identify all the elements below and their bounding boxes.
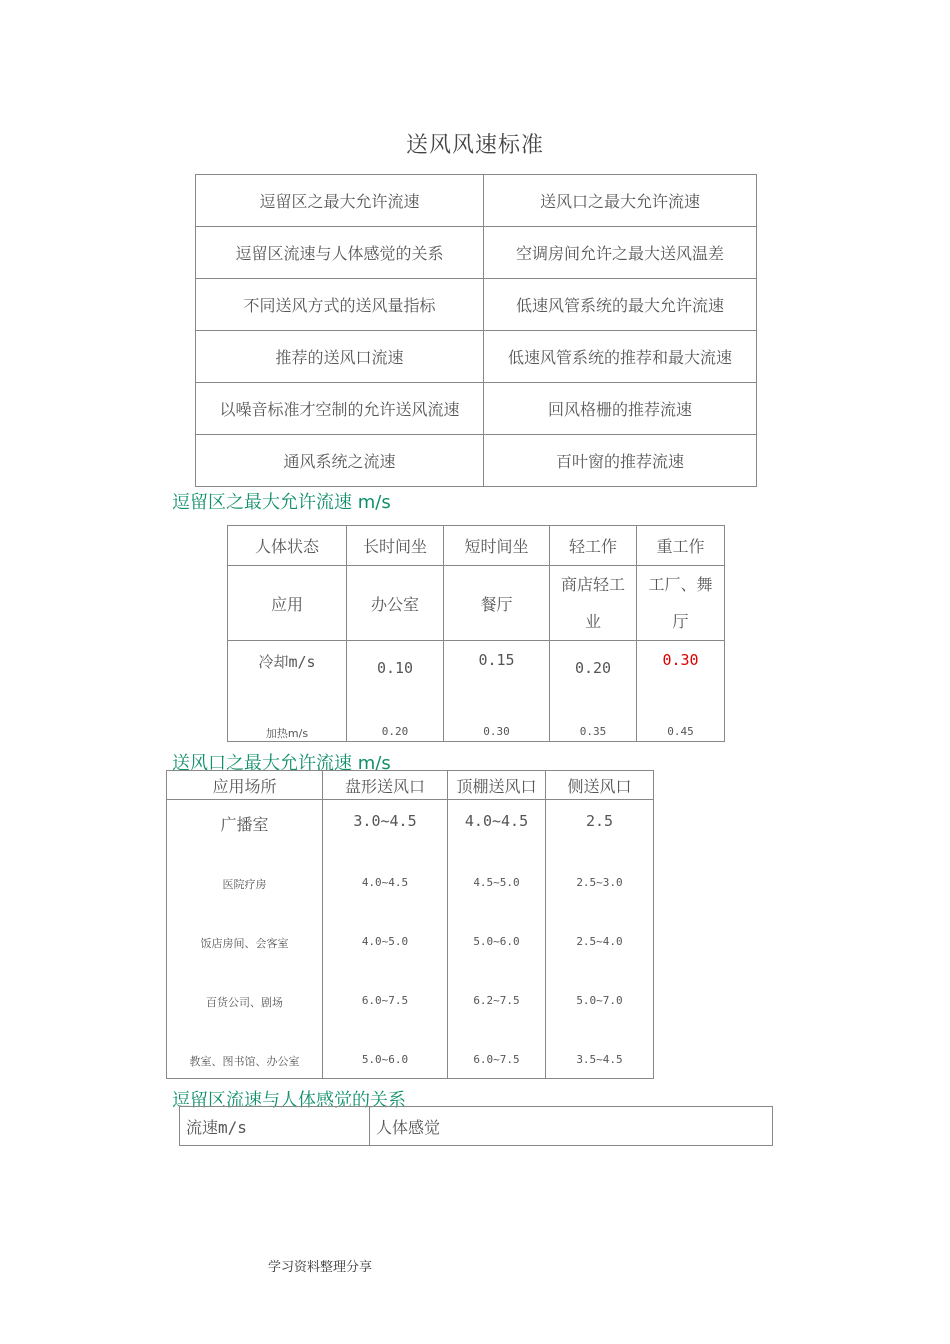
column-ceiling-outlet: [448, 800, 546, 1079]
column-header: 长时间坐: [347, 526, 444, 566]
column-header: 盘形送风口: [323, 771, 448, 800]
toc-cell: 不同送风方式的送风量指标: [196, 279, 484, 331]
table-cell: 4.5~5.0: [473, 876, 520, 889]
table-cell: 2.5~3.0: [576, 876, 623, 889]
cell-text-line: 商店轻工: [560, 575, 625, 594]
table-cell: 5.0~7.0: [576, 994, 623, 1007]
cooling-label: 冷却m/s: [258, 653, 316, 671]
table-cell: 饭店房间、会客室: [200, 937, 289, 950]
cell-text-line: 业: [584, 612, 601, 631]
toc-cell: 百叶窗的推荐流速: [484, 435, 757, 487]
table-cell: 4.0~4.5: [361, 876, 409, 889]
heating-label: 加热m/s: [265, 727, 309, 740]
occupied-zone-velocity-table: [227, 525, 725, 742]
column-header: 应用场所: [167, 771, 323, 800]
toc-cell: 送风口之最大允许流速: [484, 175, 757, 227]
table-cell: 餐厅: [444, 566, 550, 641]
table-cell: [637, 641, 725, 742]
column-pan-outlet: [323, 800, 448, 1079]
table-cell: 医院疗房: [222, 878, 267, 891]
column-header: 轻工作: [550, 526, 637, 566]
table-header-row: [228, 526, 725, 566]
column-header: 顶棚送风口: [448, 771, 546, 800]
table-row: [228, 566, 725, 641]
toc-cell: 逗留区流速与人体感觉的关系: [196, 227, 484, 279]
column-header: 重工作: [637, 526, 725, 566]
table-header-row: [180, 1107, 773, 1146]
toc-cell: 低速风管系统的推荐和最大流速: [484, 331, 757, 383]
cell-text-line: 厅: [672, 612, 689, 631]
table-row: [196, 227, 757, 279]
toc-cell: 推荐的送风口流速: [196, 331, 484, 383]
table-cell: 6.2~7.5: [473, 994, 520, 1007]
footer-text: 学习资料整理分享: [268, 1260, 373, 1275]
table-row: [228, 641, 725, 742]
table-row: [196, 279, 757, 331]
table-cell: 2.5: [585, 812, 614, 830]
table-cell: 3.0~4.5: [353, 812, 417, 830]
table-row: [196, 331, 757, 383]
table-cell: 3.5~4.5: [576, 1053, 623, 1066]
table-cell: 6.0~7.5: [361, 994, 409, 1007]
table-cell: 6.0~7.5: [473, 1053, 520, 1066]
heating-value: 0.30: [483, 725, 510, 738]
table-row: [196, 435, 757, 487]
table-cell: 2.5~4.0: [576, 935, 623, 948]
column-header: 流速m/s: [180, 1107, 370, 1146]
column-header: 短时间坐: [444, 526, 550, 566]
table-cell: 5.0~6.0: [361, 1053, 409, 1066]
cooling-value: 0.15: [478, 651, 515, 669]
column-places: [167, 800, 323, 1079]
table-cell: 广播室: [220, 815, 269, 834]
table-row: [196, 175, 757, 227]
cooling-value: 0.20: [574, 659, 612, 677]
table-cell: [637, 566, 725, 641]
toc-cell: 以噪音标准才空制的允许送风流速: [196, 383, 484, 435]
cell-text-line: 工厂、舞: [648, 575, 713, 594]
table-cell: 办公室: [347, 566, 444, 641]
heating-value: 0.20: [381, 725, 409, 738]
table-cell: 教室、图书馆、办公室: [189, 1055, 300, 1068]
cooling-value: 0.10: [376, 659, 414, 677]
toc-cell: 通风系统之流速: [196, 435, 484, 487]
section-heading-velocity-sensation: 逗留区流速与人体感觉的关系: [172, 1090, 406, 1111]
table-cell: [444, 641, 550, 742]
table-cell: [550, 641, 637, 742]
table-cell: 5.0~6.0: [473, 935, 520, 948]
cooling-value-highlighted: 0.30: [662, 651, 699, 669]
toc-cell: 空调房间允许之最大送风温差: [484, 227, 757, 279]
table-header-row: [167, 771, 654, 800]
contents-table: [195, 174, 757, 487]
toc-cell: 逗留区之最大允许流速: [196, 175, 484, 227]
table-cell: 4.0~4.5: [464, 812, 529, 830]
table-row: [167, 800, 654, 1079]
outlet-velocity-table: [166, 770, 654, 1079]
table-cell: [347, 641, 444, 742]
column-side-outlet: [546, 800, 654, 1079]
table-cell: 4.0~5.0: [361, 935, 409, 948]
toc-cell: 回风格栅的推荐流速: [484, 383, 757, 435]
column-header: 人体状态: [228, 526, 347, 566]
table-cell: 百货公司、剧场: [206, 996, 283, 1009]
section-heading-max-velocity-outlet: 送风口之最大允许流速 m/s: [172, 753, 391, 774]
page-title: 送风风速标准: [405, 133, 544, 158]
heating-value: 0.45: [667, 725, 694, 738]
velocity-sensation-table: [179, 1106, 773, 1146]
toc-cell: 低速风管系统的最大允许流速: [484, 279, 757, 331]
table-cell: [550, 566, 637, 641]
row-label-cell: [228, 641, 347, 742]
heating-value: 0.35: [579, 725, 607, 738]
table-row: [196, 383, 757, 435]
column-header: 侧送风口: [546, 771, 654, 800]
row-label: 应用: [228, 566, 347, 641]
section-heading-max-velocity-occupied-zone: 逗留区之最大允许流速 m/s: [172, 492, 391, 513]
column-header: 人体感觉: [370, 1107, 773, 1146]
